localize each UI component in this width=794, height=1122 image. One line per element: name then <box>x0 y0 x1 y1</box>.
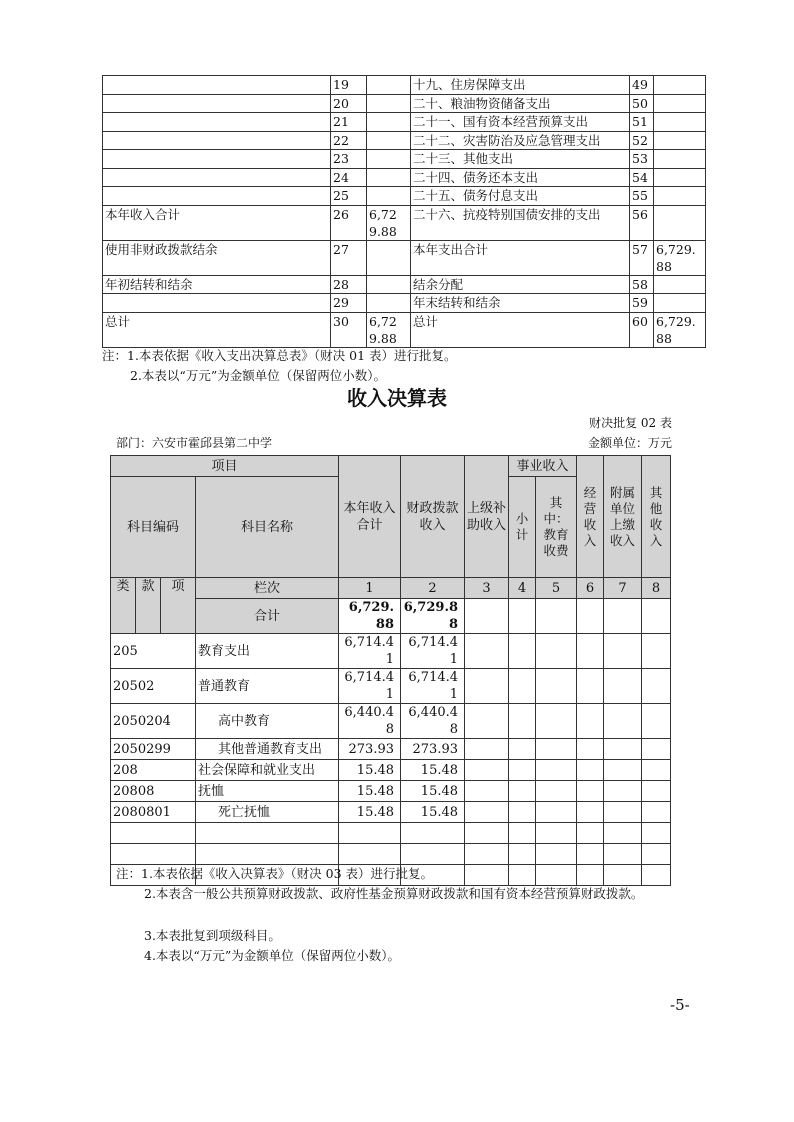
summary-cell-n1: 24 <box>331 168 367 187</box>
summary-cell-n2: 49 <box>630 76 654 95</box>
cell-code: 20502 <box>111 669 196 704</box>
cell-empty <box>642 865 671 886</box>
summary-cell-right: 年末结转和结余 <box>411 294 630 313</box>
cell-code: 208 <box>111 760 196 781</box>
cell-empty <box>465 704 509 739</box>
summary-cell-a2: 6,729.88 <box>654 312 706 347</box>
cell-c2: 15.48 <box>401 802 465 823</box>
table-row <box>111 802 671 823</box>
cell-c1: 15.48 <box>339 781 401 802</box>
summary-cell-right: 二十六、抗疫特别国债安排的支出 <box>411 205 630 240</box>
cell-name: 高中教育 <box>196 704 339 739</box>
summary-cell-a2 <box>654 168 706 187</box>
table-row <box>111 634 671 669</box>
summary-cell-a2 <box>654 187 706 206</box>
cell-empty <box>642 634 671 669</box>
cell-name: 其他普通教育支出 <box>196 739 339 760</box>
summary-cell-a2 <box>654 294 706 313</box>
cell-c2: 15.48 <box>401 781 465 802</box>
col-number: 6 <box>577 578 604 599</box>
summary-cell-left: 本年收入合计 <box>103 205 331 240</box>
header-c3: 上级补助收入 <box>465 456 509 578</box>
summary-cell-a1 <box>367 187 411 206</box>
summary-cell-a2 <box>654 275 706 294</box>
summary-cell-n2: 60 <box>630 312 654 347</box>
summary-cell-n2: 57 <box>630 240 654 275</box>
cell-empty <box>577 844 604 865</box>
cell-empty <box>509 781 536 802</box>
header-lei: 类 <box>111 578 136 634</box>
cell-c1: 6,714.41 <box>339 669 401 704</box>
summary-cell-right: 二十四、债务还本支出 <box>411 168 630 187</box>
table-row <box>111 739 671 760</box>
cell-c2: 6,440.48 <box>401 704 465 739</box>
cell-empty <box>465 634 509 669</box>
cell-code <box>111 823 196 844</box>
cell-c1: 6,440.48 <box>339 704 401 739</box>
cell-empty <box>642 760 671 781</box>
summary-cell-a2 <box>654 76 706 95</box>
summary-cell-left <box>103 76 331 95</box>
summary-cell-a1 <box>367 275 411 294</box>
cell-c1 <box>339 844 401 865</box>
cell-code: 2050299 <box>111 739 196 760</box>
summary-cell-left <box>103 113 331 132</box>
cell-empty <box>577 669 604 704</box>
header-lanci: 栏次 <box>196 578 339 599</box>
total-c1: 6,729.88 <box>339 599 401 634</box>
summary-cell-n2: 58 <box>630 275 654 294</box>
summary-cell-left: 年初结转和结余 <box>103 275 331 294</box>
cell-empty <box>642 802 671 823</box>
cell-empty <box>536 669 577 704</box>
cell-c1: 273.93 <box>339 739 401 760</box>
cell-c2 <box>401 844 465 865</box>
summary-cell-n2: 51 <box>630 113 654 132</box>
cell-name: 抚恤 <box>196 781 339 802</box>
header-c1: 本年收入合计 <box>339 456 401 578</box>
summary-cell-n2: 59 <box>630 294 654 313</box>
cell-empty <box>509 823 536 844</box>
summary-cell-n2: 50 <box>630 94 654 113</box>
col-number: 8 <box>642 578 671 599</box>
summary-cell-left <box>103 294 331 313</box>
summary-cell-a2: 6,729.88 <box>654 240 706 275</box>
cell-empty <box>642 669 671 704</box>
cell-code <box>111 844 196 865</box>
cell-empty <box>536 823 577 844</box>
cell-empty <box>509 739 536 760</box>
cell-empty <box>642 823 671 844</box>
summary-cell-left: 总计 <box>103 312 331 347</box>
summary-cell-a2 <box>654 205 706 240</box>
cell-empty <box>536 865 577 886</box>
cell-empty <box>465 844 509 865</box>
cell-empty <box>536 704 577 739</box>
summary-cell-n1: 29 <box>331 294 367 313</box>
cell-name <box>196 823 339 844</box>
summary-cell-n2: 53 <box>630 150 654 169</box>
header-c8: 其他收入 <box>642 456 671 578</box>
summary-cell-right: 总计 <box>411 312 630 347</box>
total-c2: 6,729.88 <box>401 599 465 634</box>
summary-cell-n1: 30 <box>331 312 367 347</box>
summary-row <box>103 94 706 113</box>
summary-row <box>103 312 706 347</box>
cell-empty <box>509 844 536 865</box>
summary-row <box>103 294 706 313</box>
summary-cell-right: 本年支出合计 <box>411 240 630 275</box>
cell-c2: 273.93 <box>401 739 465 760</box>
cell-empty <box>604 634 642 669</box>
summary-cell-n2: 54 <box>630 168 654 187</box>
cell-empty <box>642 739 671 760</box>
income-final-accounts-table <box>110 455 671 886</box>
cell-empty <box>577 823 604 844</box>
cell-empty <box>509 760 536 781</box>
table-row <box>111 704 671 739</box>
table-row <box>111 823 671 844</box>
summary-cell-left <box>103 150 331 169</box>
summary-cell-right: 二十、粮油物资储备支出 <box>411 94 630 113</box>
summary-cell-a2 <box>654 131 706 150</box>
department-label: 部门：六安市霍邱县第二中学 <box>116 436 273 450</box>
col-number: 2 <box>401 578 465 599</box>
cell-code: 20808 <box>111 781 196 802</box>
summary-cell-left <box>103 94 331 113</box>
cell-empty <box>604 844 642 865</box>
header-c7: 附属单位上缴收入 <box>604 456 642 578</box>
summary-cell-a2 <box>654 113 706 132</box>
unit-label: 金额单位：万元 <box>587 436 672 450</box>
cell-empty <box>536 760 577 781</box>
cell-empty <box>465 802 509 823</box>
summary-cell-a2 <box>654 150 706 169</box>
header-code: 科目编码 <box>111 477 196 578</box>
summary-cell-a1: 6,729.88 <box>367 312 411 347</box>
cell-empty <box>577 802 604 823</box>
table-row <box>111 781 671 802</box>
header-c6: 经营收入 <box>577 456 604 578</box>
summary-cell-n2: 55 <box>630 187 654 206</box>
income-expense-summary-table <box>102 75 706 348</box>
cell-empty <box>509 634 536 669</box>
summary-cell-n1: 26 <box>331 205 367 240</box>
header-item: 项目 <box>111 456 339 477</box>
cell-empty <box>509 669 536 704</box>
summary-cell-left: 使用非财政拨款结余 <box>103 240 331 275</box>
summary-cell-n1: 25 <box>331 187 367 206</box>
cell-code: 2080801 <box>111 802 196 823</box>
col-number: 7 <box>604 578 642 599</box>
cell-code: 2050204 <box>111 704 196 739</box>
summary-note-2: 2.本表以“万元”为金额单位（保留两位小数）。 <box>130 368 386 383</box>
cell-empty <box>465 781 509 802</box>
summary-row <box>103 168 706 187</box>
cell-name: 普通教育 <box>196 669 339 704</box>
summary-row <box>103 240 706 275</box>
header-xiang: 项 <box>161 578 196 634</box>
cell-name <box>196 844 339 865</box>
cell-c1: 6,714.41 <box>339 634 401 669</box>
cell-empty <box>465 669 509 704</box>
cell-empty <box>604 704 642 739</box>
summary-cell-n2: 52 <box>630 131 654 150</box>
cell-c1 <box>339 823 401 844</box>
table-title: 收入决算表 <box>347 386 447 410</box>
summary-cell-n1: 27 <box>331 240 367 275</box>
page-number: -5- <box>670 996 690 1014</box>
cell-empty <box>604 781 642 802</box>
summary-cell-right: 十九、住房保障支出 <box>411 76 630 95</box>
income-note-2: 2.本表含一般公共预算财政拨款、政府性基金预算财政拨款和国有资本经营预算财政拨款。 <box>144 886 644 901</box>
col-number: 4 <box>509 578 536 599</box>
cell-empty <box>577 781 604 802</box>
header-kuan: 款 <box>136 578 161 634</box>
summary-cell-a1 <box>367 294 411 313</box>
header-c4-group: 事业收入 <box>509 456 577 477</box>
cell-c2: 6,714.41 <box>401 634 465 669</box>
summary-cell-right: 二十五、债务付息支出 <box>411 187 630 206</box>
summary-cell-a1 <box>367 240 411 275</box>
summary-cell-right: 二十一、国有资本经营预算支出 <box>411 113 630 132</box>
summary-cell-n1: 28 <box>331 275 367 294</box>
cell-c2 <box>401 823 465 844</box>
summary-cell-n1: 20 <box>331 94 367 113</box>
cell-empty <box>465 823 509 844</box>
cell-empty <box>642 844 671 865</box>
summary-cell-left <box>103 168 331 187</box>
cell-empty <box>465 760 509 781</box>
cell-c2: 6,714.41 <box>401 669 465 704</box>
income-note-1: 注：1.本表依据《收入决算表》（财决 03 表）进行批复。 <box>116 866 434 881</box>
cell-c2: 15.48 <box>401 760 465 781</box>
cell-empty <box>509 865 536 886</box>
income-note-4: 4.本表以“万元”为金额单位（保留两位小数）。 <box>144 948 400 963</box>
header-c5: 其中：教育收费 <box>536 477 577 578</box>
summary-cell-a1 <box>367 150 411 169</box>
summary-cell-a1 <box>367 168 411 187</box>
summary-cell-a2 <box>654 94 706 113</box>
header-c2: 财政拨款收入 <box>401 456 465 578</box>
cell-empty <box>604 823 642 844</box>
cell-empty <box>604 865 642 886</box>
summary-row <box>103 205 706 240</box>
summary-row <box>103 187 706 206</box>
total-label: 合计 <box>196 599 339 634</box>
header-name: 科目名称 <box>196 477 339 578</box>
summary-cell-n1: 21 <box>331 113 367 132</box>
income-note-3: 3.本表批复到项级科目。 <box>144 928 281 943</box>
summary-note-1: 注：1.本表依据《收入支出决算总表》（财决 01 表）进行批复。 <box>102 348 457 363</box>
cell-empty <box>604 669 642 704</box>
cell-empty <box>465 865 509 886</box>
cell-c1: 15.48 <box>339 802 401 823</box>
summary-cell-right: 二十二、灾害防治及应急管理支出 <box>411 131 630 150</box>
summary-row <box>103 113 706 132</box>
cell-empty <box>604 802 642 823</box>
summary-cell-n1: 22 <box>331 131 367 150</box>
summary-cell-n2: 56 <box>630 205 654 240</box>
summary-cell-right: 二十三、其他支出 <box>411 150 630 169</box>
cell-empty <box>577 865 604 886</box>
cell-code: 205 <box>111 634 196 669</box>
col-number: 3 <box>465 578 509 599</box>
col-number: 5 <box>536 578 577 599</box>
summary-cell-right: 结余分配 <box>411 275 630 294</box>
cell-empty <box>577 739 604 760</box>
cell-name: 教育支出 <box>196 634 339 669</box>
cell-empty <box>604 739 642 760</box>
header-c4: 小计 <box>509 477 536 578</box>
cell-empty <box>465 739 509 760</box>
summary-row <box>103 150 706 169</box>
cell-name: 社会保障和就业支出 <box>196 760 339 781</box>
cell-empty <box>642 704 671 739</box>
summary-cell-left <box>103 187 331 206</box>
cell-empty <box>577 760 604 781</box>
table-row <box>111 760 671 781</box>
summary-cell-a1: 6,729.88 <box>367 205 411 240</box>
cell-name: 死亡抚恤 <box>196 802 339 823</box>
cell-empty <box>536 844 577 865</box>
cell-empty <box>642 781 671 802</box>
cell-c1: 15.48 <box>339 760 401 781</box>
cell-empty <box>536 739 577 760</box>
summary-row <box>103 275 706 294</box>
form-number: 财决批复 02 表 <box>589 416 672 430</box>
summary-cell-a1 <box>367 113 411 132</box>
cell-empty <box>509 802 536 823</box>
summary-row <box>103 131 706 150</box>
cell-empty <box>577 634 604 669</box>
cell-empty <box>536 802 577 823</box>
cell-empty <box>536 634 577 669</box>
summary-cell-left <box>103 131 331 150</box>
cell-empty <box>509 704 536 739</box>
summary-cell-a1 <box>367 94 411 113</box>
cell-empty <box>536 781 577 802</box>
summary-row <box>103 76 706 95</box>
cell-empty <box>604 760 642 781</box>
table-row <box>111 844 671 865</box>
cell-empty <box>577 704 604 739</box>
summary-cell-n1: 23 <box>331 150 367 169</box>
summary-cell-a1 <box>367 131 411 150</box>
table-row <box>111 669 671 704</box>
summary-cell-a1 <box>367 76 411 95</box>
col-number: 1 <box>339 578 401 599</box>
summary-cell-n1: 19 <box>331 76 367 95</box>
